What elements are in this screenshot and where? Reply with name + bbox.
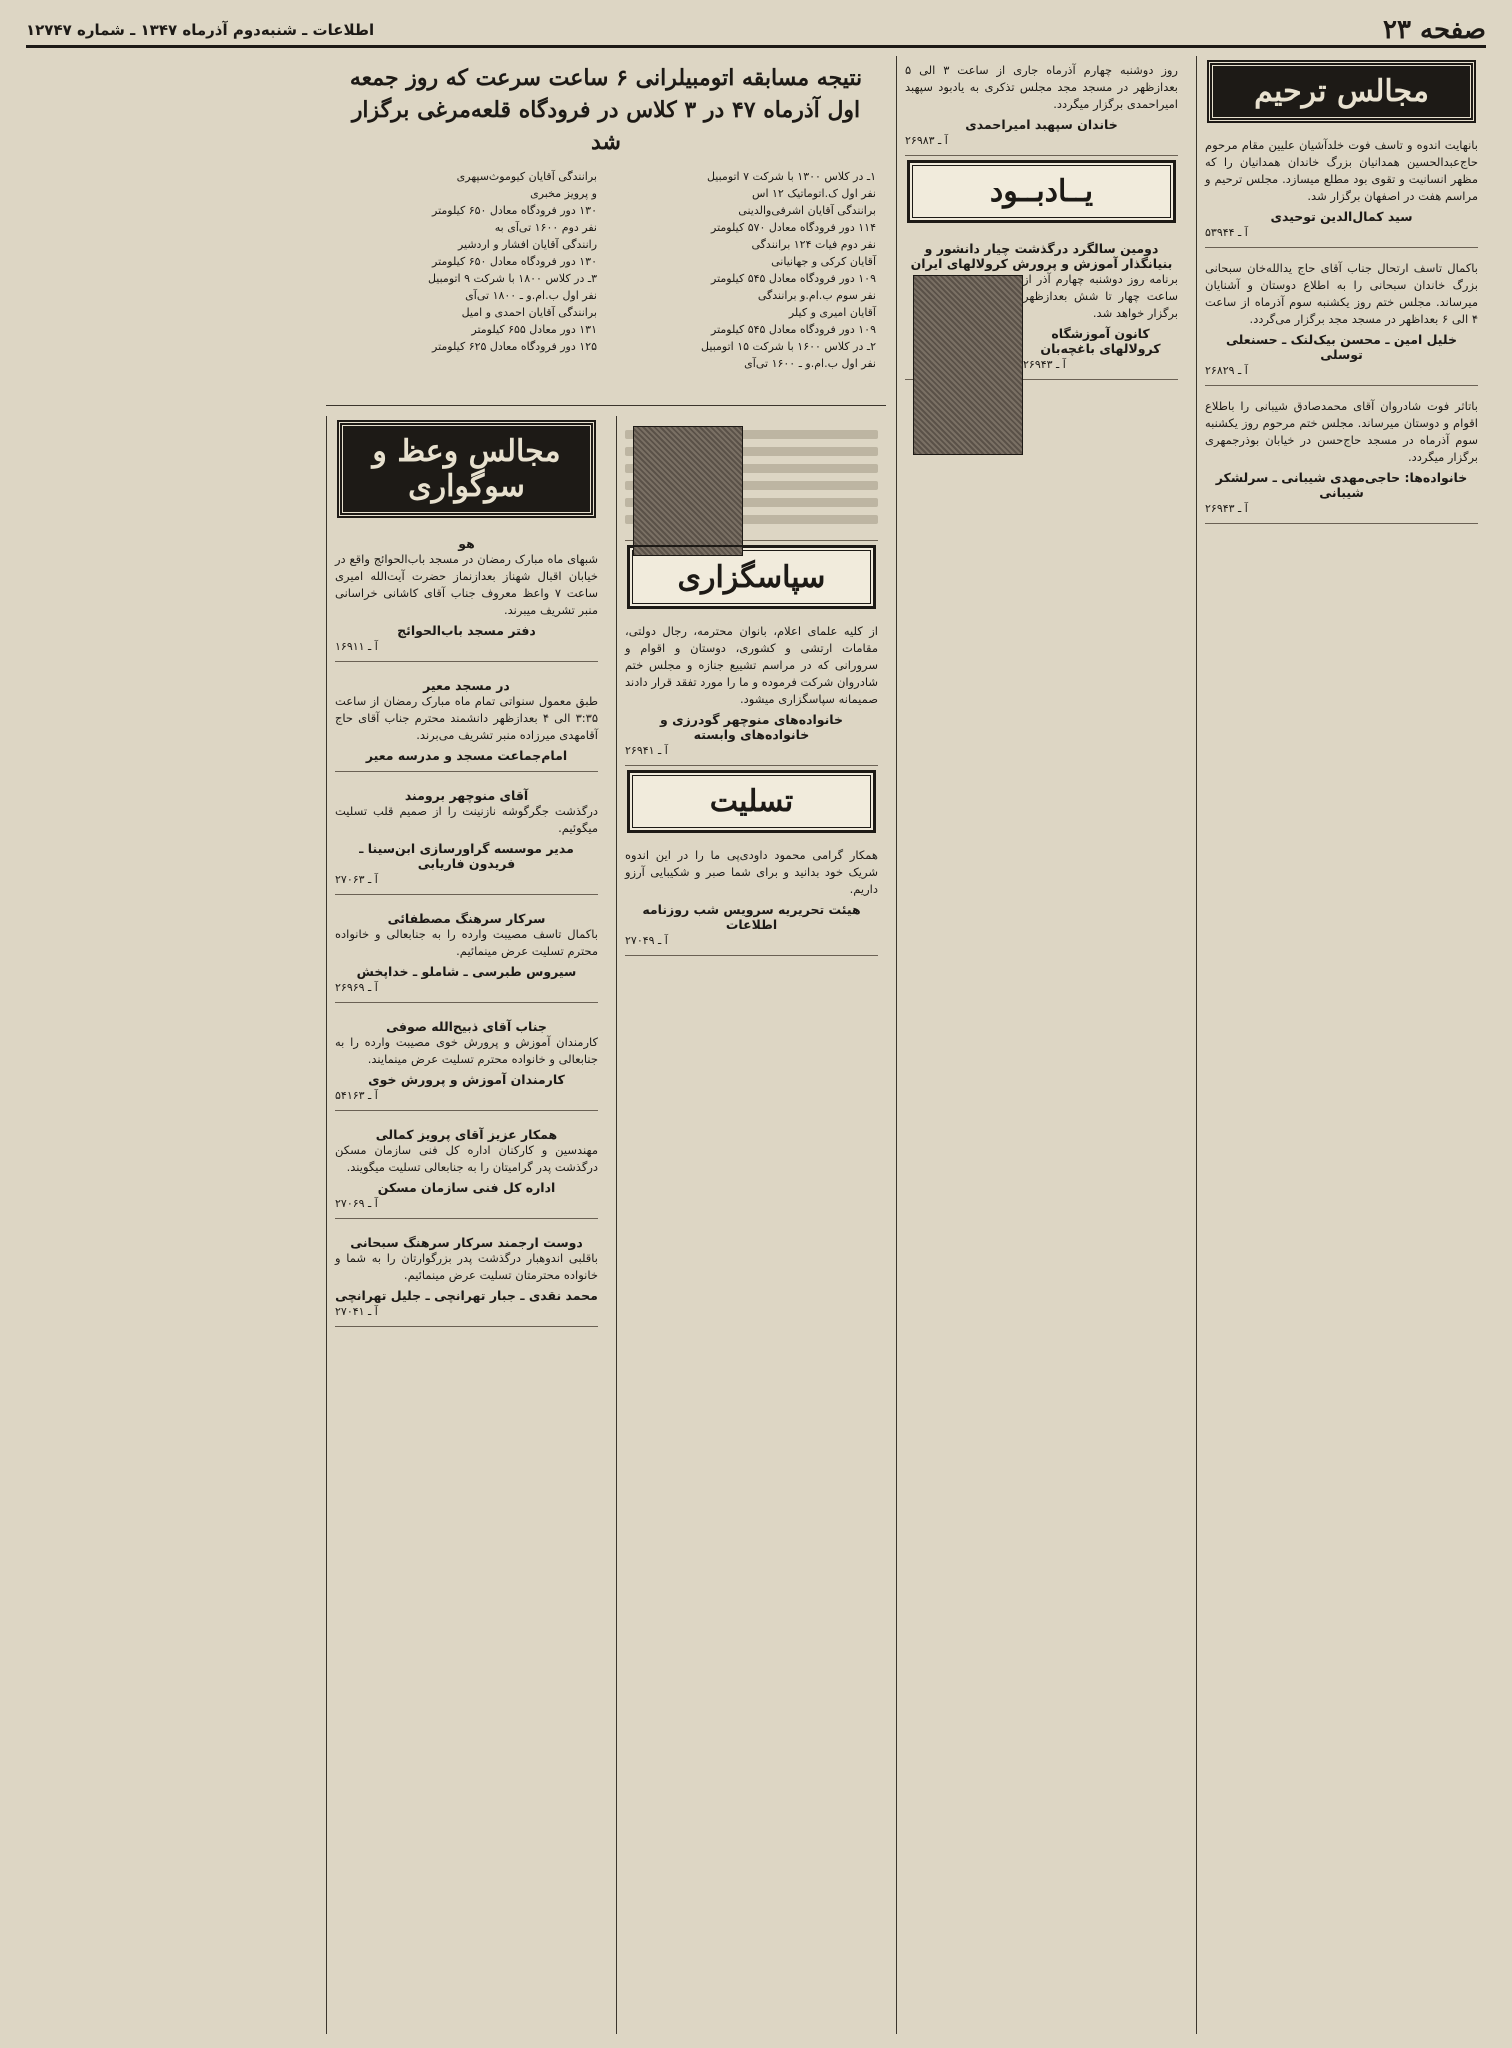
- notice-code: آ ـ ۵۳۹۴۴: [1205, 226, 1248, 239]
- col5-notice-2: [335, 901, 598, 1003]
- anniversary-signature: کانون آموزشگاه کرولالهای باغچه‌بان: [1040, 326, 1161, 356]
- race-line: نفر اول ب.ام.و ـ ۱۸۰۰ تی‌آی: [465, 289, 597, 302]
- thanks-code: آ ـ ۲۶۹۴۱: [625, 744, 668, 757]
- notice-title: جناب آقای ذبیح‌الله صوفی: [386, 1019, 547, 1034]
- notice-text: کارمندان آموزش و پرورش خوی مصیبت وارده را به جنابعالی و خانواده محترم تسلیت عرض مینمایند.: [335, 1035, 598, 1066]
- notice-signature: محمد نقدی ـ جبار تهرانچی ـ جلیل تهرانچی: [335, 1288, 598, 1303]
- column-3: [616, 416, 886, 2034]
- notice-signature: خلیل امین ـ محسن بیک‌لنک ـ حسنعلی توسلی: [1226, 332, 1457, 362]
- notice-title: در مسجد معیر: [423, 678, 510, 693]
- col5-notice-5: [335, 1225, 598, 1327]
- race-line: ۳ـ در کلاس ۱۸۰۰ با شرکت ۹ اتومبیل: [427, 272, 597, 285]
- notice-signature: خانواده‌ها: حاجی‌مهدی شیبانی ـ سرلشکر شیبانی: [1215, 470, 1468, 500]
- race-line: ۱ـ در کلاس ۱۳۰۰ با شرکت ۷ اتومبیل: [706, 170, 876, 183]
- race-line: برانندگی آقایان احمدی و امیل: [461, 306, 597, 319]
- notice-text: طبق معمول سنواتی تمام ماه مبارک رمضان از ساعت ۳:۳۵ الی ۴ بعدازظهر دانشمند محترم جناب آقای حاج آقامهدی میرزاده منبر تشریف می‌برند.: [335, 694, 598, 742]
- race-line: ۱۰۹ دور فرودگاه معادل ۵۴۵ کیلومتر: [711, 323, 876, 336]
- condolence-signature: هیئت تحریریه سرویس شب روزنامه اطلاعات: [642, 902, 861, 932]
- race-line: ۱۲۵ دور فرودگاه معادل ۶۲۵ کیلومتر: [432, 340, 597, 353]
- race-table: [336, 168, 876, 372]
- race-line: برانندگی آقایان کیوموث‌سپهری: [456, 170, 597, 183]
- race-line: آقایان کرکی و جهانیانی: [771, 255, 876, 268]
- notice-signature: اداره کل فنی سازمان مسکن: [377, 1180, 556, 1195]
- banner-majales-vaz: مجالس وعظ و سوگواری: [339, 422, 594, 516]
- sermon-signature: دفتر مسجد باب‌الحوائج: [397, 623, 536, 638]
- banner-yadbud: یــادبــود: [909, 162, 1174, 221]
- banner-taslit: تسلیت: [629, 772, 874, 831]
- notice-code: آ ـ ۲۷۰۶۳: [335, 873, 378, 886]
- anniversary-code: آ ـ ۲۶۹۴۳: [1023, 358, 1066, 371]
- notice-memorial: [905, 56, 1178, 156]
- memorial-code: آ ـ ۲۶۹۸۳: [905, 134, 948, 147]
- col5-notice-0: [335, 668, 598, 772]
- notice-text: باکمال تاسف ارتحال جناب آقای حاج یدالله‌خان سبحانی بزرگ خاندان سبحانی را به اطلاع دوستان و آشنایان میرساند. مجلس ختم روز یکشنبه سوم آذرماه از ساعت ۴ الی ۶ بعداظهر در مسجد مجد برگزار می‌گردد.: [1205, 261, 1478, 326]
- notice-signature: سید کمال‌الدین توحیدی: [1270, 209, 1413, 224]
- thanks-text: از کلیه علمای اعلام، بانوان محترمه، رجال دولتی، مقامات ارتشی و کشوری، دوستان و اقوام و سرورانی که در مراسم تشییع جنازه و مجلس ختم شادروان شرکت فرموده و ما را مورد تفقد قرار دادند صمیمانه سپاسگزاری میشود.: [625, 624, 878, 706]
- memorial-signature: خاندان سپهبد امیراحمدی: [965, 117, 1118, 132]
- sermon-code: آ ـ ۱۶۹۱۱: [335, 640, 378, 653]
- race-line: ۱۳۰ دور فرودگاه معادل ۶۵۰ کیلومتر: [432, 204, 597, 217]
- race-line: ۱۱۴ دور فرودگاه معادل ۵۷۰ کیلومتر: [711, 221, 876, 234]
- sermon-title: هو: [458, 536, 475, 551]
- masthead: اطلاعات ـ شنبه‌دوم آذرماه ۱۳۴۷ ـ شماره ۱۲۷۴۷: [26, 20, 375, 39]
- notice-text: درگذشت جگرگوشه نازنینت را از صمیم قلب تسلیت میگوئیم.: [335, 804, 598, 835]
- thanks-signature: خانواده‌های منوچهر گودرزی و خانواده‌های وابسته: [659, 712, 844, 742]
- condolence-code: آ ـ ۲۷۰۴۹: [625, 934, 668, 947]
- notice-title: سرکار سرهنگ مصطفائی: [387, 911, 546, 926]
- notice-text: باتاثر فوت شادروان آقای محمدصادق شیبانی را باطلاع اقوام و دوستان میرساند. مجلس ختم مرحوم روز یکشنبه سوم آذرماه در مسجد حاج‌حسن در خیابان بوذرجمهری برگزار میگردد.: [1205, 399, 1478, 464]
- race-line: آقایان امیری و کیلر: [788, 306, 876, 319]
- sermon-text: شبهای ماه مبارک رمضان در مسجد باب‌الحوائج واقع در خیابان اقبال شهناز بعدازنماز حضرت آیت‌الله امیری ساعت ۷ واعظ معروف جناب آقای کاشانی خراسانی منبر تشریف میبرند.: [335, 552, 599, 617]
- column-1: [1196, 56, 1486, 2034]
- race-line: ۱۳۱ دور معادل ۶۵۵ کیلومتر: [471, 323, 597, 336]
- col5-notice-1: [335, 778, 598, 895]
- notice-title: آقای منوچهر برومند: [404, 788, 529, 803]
- notice-text: باکمال تاسف مصیبت وارده را به جنابعالی و خانواده محترم تسلیت عرض مینمائیم.: [335, 927, 598, 958]
- banner-majales-tarhim: مجالس ترحیم: [1209, 62, 1474, 121]
- page-number: صفحه ۲۳: [1383, 14, 1486, 45]
- notice-text: باقلبی اندوهبار درگذشت پدر بزرگوارتان را به شما و خانواده محترمتان تسلیت عرض مینمائیم.: [335, 1251, 598, 1282]
- race-line: نفر سوم ب.ام.و برانندگی: [757, 289, 876, 302]
- race-line: نفر اول ک.اتوماتیک ۱۲ اس: [752, 187, 876, 200]
- portrait-photo: [633, 426, 743, 556]
- notice-code: آ ـ ۲۶۸۲۹: [1205, 364, 1248, 377]
- notice-text: مهندسین و کارکنان اداره کل فنی سازمان مسکن درگذشت پدر گرامیتان را به جنابعالی تسلیت میگویند.: [335, 1143, 598, 1174]
- notice-1: [1205, 254, 1478, 386]
- anniversary-text: برنامه روز دوشنبه چهارم آذر از ساعت چهار تا شش بعدازظهر برگزار خواهد شد.: [1023, 272, 1178, 320]
- race-line: ۲ـ در کلاس ۱۶۰۰ با شرکت ۱۵ اتومبیل: [701, 340, 876, 353]
- race-line: ۱۳۰ دور فرودگاه معادل ۶۵۰ کیلومتر: [432, 255, 597, 268]
- notice-portrait: [625, 416, 878, 541]
- notice-code: آ ـ ۲۶۹۴۳: [1205, 502, 1248, 515]
- portrait-photo: [913, 275, 1023, 455]
- column-2: [896, 56, 1186, 2034]
- notice-2: [1205, 392, 1478, 524]
- race-line: نفر دوم فیات ۱۲۴ برانندگی: [751, 238, 876, 251]
- col5-notice-3: [335, 1009, 598, 1111]
- race-results-box: [326, 56, 886, 406]
- notice-code: آ ـ ۲۷۰۶۹: [335, 1197, 378, 1210]
- notice-text: بانهایت اندوه و تاسف فوت خلدآشیان علیین مقام مرحوم حاج‌عبدالحسین همدانیان بزرگ خاندان همدانیان را که مظهر انسانیت و تقوی بود مطلع میسازد. مجلس ترحیم و مراسم هفت در اصفهان برگزار شد.: [1205, 138, 1478, 203]
- page-header: [26, 14, 1486, 48]
- col5-notice-4: [335, 1117, 598, 1219]
- notice-signature: مدیر موسسه گراورسازی ابن‌سینا ـ فریدون فاریابی: [359, 841, 574, 871]
- race-headline: نتیجه مسابقه اتومبیلرانی ۶ ساعت سرعت که روز جمعه اول آذرماه ۴۷ در ۳ کلاس در فرودگاه قلعه‌مرغی برگزار شد: [349, 65, 863, 155]
- notice-thanks: [625, 617, 878, 766]
- race-line: رانندگی آقایان افشار و اردشیر: [457, 238, 597, 251]
- notice-0: [1205, 131, 1478, 248]
- notice-signature: سیروس طبرسی ـ شاملو ـ خداپخش: [356, 964, 577, 979]
- notice-code: آ ـ ۲۷۰۴۱: [335, 1305, 378, 1318]
- notice-title: دوست ارجمند سرکار سرهنگ سبحانی: [350, 1235, 583, 1250]
- notice-code: آ ـ ۲۶۹۶۹: [335, 981, 378, 994]
- banner-sepasgozari: سپاسگزاری: [629, 547, 874, 607]
- condolence-text: همکار گرامی محمود داودی‌پی ما را در این اندوه شریک خود بدانید و برای شما صبر و شکیبایی آرزو داریم.: [625, 848, 878, 896]
- memorial-text: روز دوشنبه چهارم آذرماه جاری از ساعت ۳ الی ۵ بعدازظهر در مسجد مجد مجلس تذکری به یادبود سپهبد امیراحمدی برگزار میگردد.: [905, 63, 1178, 111]
- race-line: نفر اول ب.ام.و ـ ۱۶۰۰ تی‌آی: [744, 357, 876, 370]
- notice-condolence: [625, 841, 878, 956]
- notice-sermon: [335, 526, 598, 662]
- notice-code: آ ـ ۵۴۱۶۳: [335, 1089, 378, 1102]
- column-4: [326, 416, 606, 2034]
- notice-signature: کارمندان آموزش و پرورش خوی: [368, 1072, 565, 1087]
- notice-signature: امام‌جماعت مسجد و مدرسه معیر: [365, 748, 568, 763]
- race-line: نفر دوم ۱۶۰۰ تی‌آی به: [494, 221, 597, 234]
- notice-anniversary: [905, 231, 1178, 380]
- race-line: ۱۰۹ دور فرودگاه معادل ۵۴۵ کیلومتر: [711, 272, 876, 285]
- notice-title: همکار عزیز آقای پرویز کمالی: [375, 1127, 558, 1142]
- race-line: برانندگی آقایان اشرفی‌والدینی: [738, 204, 876, 217]
- anniversary-headline: دومین سالگرد درگذشت چیار دانشور و بنیانگذار آموزش و پرورش کرولالهای ایران: [910, 241, 1173, 271]
- race-line: و پرویز مخبری: [530, 187, 597, 200]
